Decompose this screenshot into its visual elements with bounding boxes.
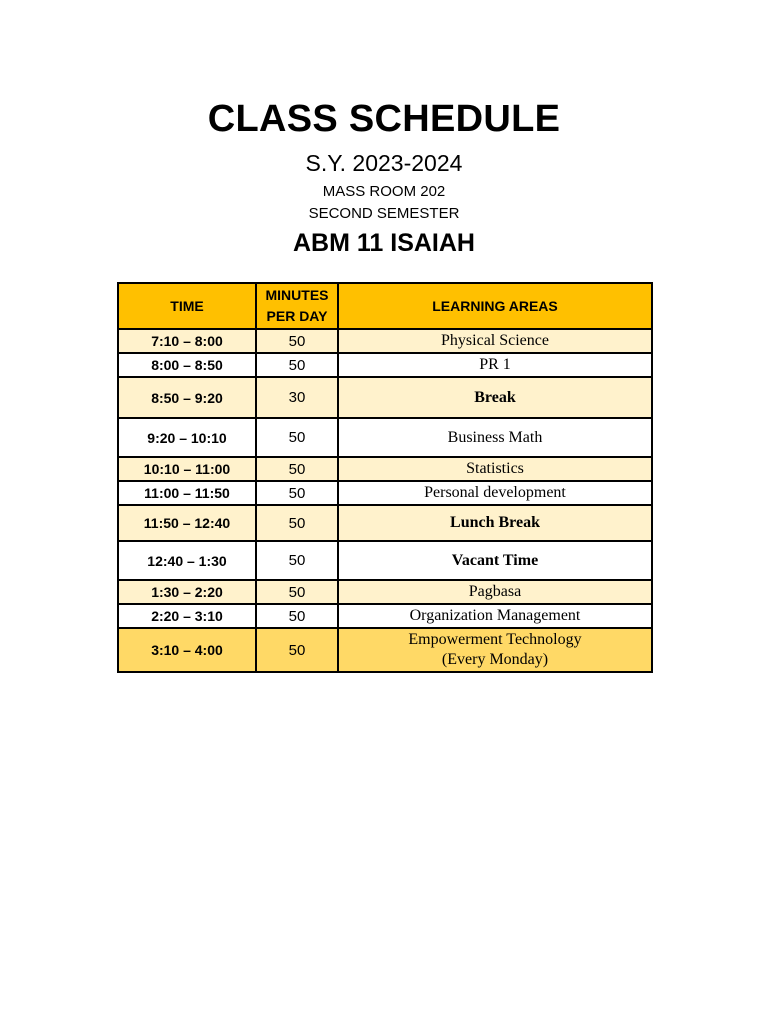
section-name: ABM 11 ISAIAH	[293, 229, 475, 257]
time-cell: 10:10 – 11:00	[118, 457, 256, 481]
table-row	[118, 580, 652, 604]
table-row	[118, 329, 652, 353]
minutes-cell: 50	[256, 353, 338, 377]
table-row	[118, 481, 652, 505]
minutes-cell: 50	[256, 329, 338, 353]
column-header-areas: LEARNING AREAS	[338, 283, 652, 329]
time-cell: 3:10 – 4:00	[118, 628, 256, 672]
learning-area-cell: Organization Management	[338, 604, 652, 628]
time-cell: 1:30 – 2:20	[118, 580, 256, 604]
learning-area-cell: Business Math	[338, 418, 652, 457]
learning-area-cell: Personal development	[338, 481, 652, 505]
school-year: S.Y. 2023-2024	[305, 150, 463, 176]
minutes-cell: 50	[256, 457, 338, 481]
table-row	[118, 541, 652, 580]
table-row	[118, 505, 652, 541]
semester-label: SECOND SEMESTER	[308, 205, 460, 222]
learning-area-cell	[338, 628, 652, 672]
time-cell: 11:00 – 11:50	[118, 481, 256, 505]
time-cell: 7:10 – 8:00	[118, 329, 256, 353]
time-cell: 12:40 – 1:30	[118, 541, 256, 580]
minutes-cell: 50	[256, 481, 338, 505]
minutes-cell: 50	[256, 418, 338, 457]
table-row	[118, 457, 652, 481]
minutes-cell: 50	[256, 505, 338, 541]
learning-area-name: Empowerment Technology	[408, 631, 582, 648]
minutes-cell: 50	[256, 604, 338, 628]
time-cell: 11:50 – 12:40	[118, 505, 256, 541]
learning-area-cell: Lunch Break	[338, 505, 652, 541]
learning-area-cell: Vacant Time	[338, 541, 652, 580]
learning-area-cell: Physical Science	[338, 329, 652, 353]
learning-area-cell: Pagbasa	[338, 580, 652, 604]
learning-area-cell: PR 1	[338, 353, 652, 377]
minutes-cell: 50	[256, 541, 338, 580]
schedule-table	[117, 282, 653, 673]
learning-area-cell: Break	[338, 377, 652, 418]
learning-area-note: (Every Monday)	[441, 651, 549, 668]
table-row	[118, 628, 652, 672]
minutes-cell: 30	[256, 377, 338, 418]
minutes-cell: 50	[256, 580, 338, 604]
column-header-time: TIME	[118, 283, 256, 329]
table-row	[118, 353, 652, 377]
room-label: MASS ROOM 202	[322, 183, 446, 200]
learning-area-cell: Statistics	[338, 457, 652, 481]
table-header-row	[118, 283, 652, 329]
page-title: CLASS SCHEDULE	[207, 98, 561, 140]
table-row	[118, 418, 652, 457]
time-cell: 8:00 – 8:50	[118, 353, 256, 377]
time-cell: 9:20 – 10:10	[118, 418, 256, 457]
column-header-minutes: MINUTES PER DAY	[256, 283, 338, 329]
time-cell: 8:50 – 9:20	[118, 377, 256, 418]
table-row	[118, 604, 652, 628]
time-cell: 2:20 – 3:10	[118, 604, 256, 628]
table-row	[118, 377, 652, 418]
minutes-cell: 50	[256, 628, 338, 672]
